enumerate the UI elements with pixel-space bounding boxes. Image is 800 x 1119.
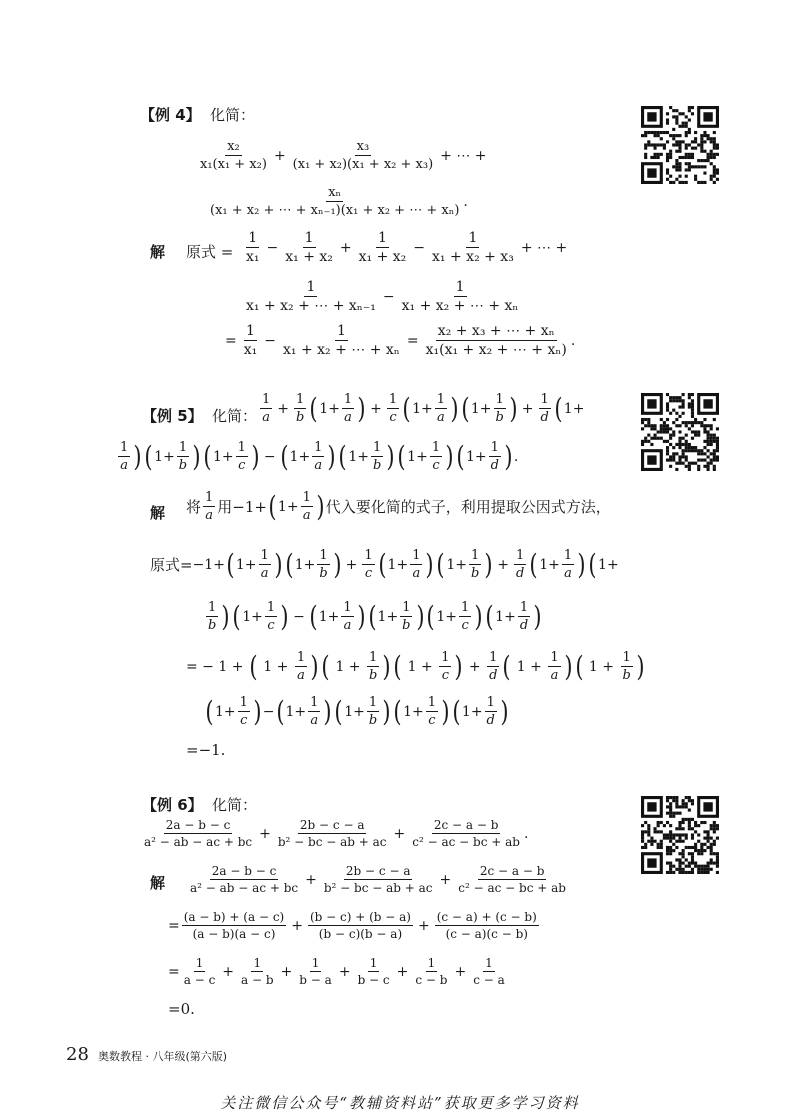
fraction: $\frac{\text{x₂ + x₃ + ⋯ + xₙ}}{\text{x₁(x₁ + x₂ + ⋯ + xₙ)}}$ xyxy=(425,323,567,358)
example-6-problem: $\frac{2a - b - c}{\text{a² − ab − ac + bc}}$ + $\frac{2b - c - a}{\text{b² − bc − ab + ac}}$ + $\frac{2c - a - b}{\text{c² − ac − bc + ab}}$ . xyxy=(144,818,529,849)
fraction: $\frac{1}{\text{x₁ + x₂ + x₃}}$ xyxy=(432,230,514,265)
page-footer xyxy=(66,1044,227,1065)
example-5-final: =−1. xyxy=(186,741,226,759)
example-5-solution-line4: ( 1+ $\frac{1}{c}$ ) − ( 1+ $\frac{1}{a}$ ) ( 1+ $\frac{1}{b}$ ) ( 1+ $\frac{1}{c}$ ) ( 1+ $\frac{1}{d}$ ) xyxy=(205,694,509,728)
example-5-problem-line2: $\frac{1}{a}$ ) ( 1+ $\frac{1}{b}$ ) ( 1+ $\frac{1}{c}$ ) − ( 1+ $\frac{1}{a}$ ) ( 1+ $\frac{1}{b}$ ) ( 1+ $\frac{1}{c}$ ) ( 1+ $\frac{1}{d}$ ) . xyxy=(120,439,519,473)
example-5-solution-label: 解 xyxy=(150,504,166,522)
example-4-solution-line2: $\frac{1}{\text{x₁ + x₂ + ⋯ + xₙ₋₁}}$ − $\frac{1}{\text{x₁ + x₂ + ⋯ + xₙ}}$ xyxy=(246,279,519,314)
fraction: $\frac{\text{xₙ}}{\text{(x₁ + x₂ + ⋯ + xₙ₋₁)(x₁ + x₂ + ⋯ + xₙ)}}$ xyxy=(210,185,460,218)
qr-code-example-6 xyxy=(641,796,719,874)
fraction: $\frac{1}{\text{x₁}}$ xyxy=(243,323,258,358)
fraction: $\frac{\text{x₃}}{\text{(x₁ + x₂)(x₁ + x₂ + x₃)}}$ xyxy=(292,139,434,172)
fraction: $\frac{1}{\text{x₁ + x₂ + ⋯ + xₙ}}$ xyxy=(401,279,519,314)
fraction: $\frac{1}{b}$ xyxy=(296,392,305,425)
example-4-label: 【例 4】 xyxy=(140,106,201,124)
page-number: 28 xyxy=(66,1044,89,1065)
example-6-final: =0. xyxy=(168,1000,195,1018)
example-5-problem-line1: $\frac{1}{a}$ + $\frac{1}{b}$ ( 1+ $\frac{1}{a}$ ) + $\frac{1}{c}$ ( 1+ $\frac{1}{a}$ ) ( 1+ $\frac{1}{b}$ ) + $\frac{1}{d}$ ( 1+ xyxy=(262,391,585,425)
fraction: $\frac{1}{\text{x₁ + x₂}}$ xyxy=(285,230,333,265)
example-4-task: 化简： xyxy=(210,106,256,124)
fraction: $\frac{1}{\text{x₁ + x₂}}$ xyxy=(358,230,407,265)
example-6-task: 化简： xyxy=(212,796,258,814)
example-6-solution-line3: = $\frac{1}{a - c}$ + $\frac{1}{a - b}$ + $\frac{1}{b - a}$ + $\frac{1}{b - c}$ + $\frac{1}{c - b}$ + $\frac{1}{c - a}$ xyxy=(168,956,505,987)
example-5-solution-line1: 原式= −1+ ( 1+ $\frac{1}{a}$ ) ( 1+ $\frac{1}{b}$ ) + $\frac{1}{c}$ ( 1+ $\frac{1}{a}$ ) ( 1+ $\frac{1}{b}$ ) + $\frac{1}{d}$ ( 1+ $\frac{1}{a}$ ) ( 1+ xyxy=(150,547,619,581)
book-title: 奥数教程 · 八年级(第六版) xyxy=(98,1050,228,1063)
example-5-solution-text: 将 $\frac{1}{a}$ 用−1+ ( 1+ $\frac{1}{a}$ ) 代入要化简的式子，利用提取公因式方法， xyxy=(186,489,611,523)
example-5-label: 【例 5】 xyxy=(142,407,203,425)
example-5-task: 化简： xyxy=(212,407,258,425)
example-4-solution-line3: = $\frac{1}{\text{x₁}}$ − $\frac{1}{\text{x₁ + x₂ + ⋯ + xₙ}}$ = $\frac{\text{x₂ + x₃ + ⋯ + xₙ}}{\text{x₁(x₁ + x₂ + ⋯ + xₙ)}}$ . xyxy=(225,323,576,358)
fraction: $\frac{1}{\text{x₁ + x₂ + ⋯ + xₙ₋₁}}$ xyxy=(246,279,376,314)
watermark-text: 关注微信公众号“教辅资料站”获取更多学习资料 xyxy=(220,1094,580,1112)
fraction: $\frac{1}{\text{x₁ + x₂ + ⋯ + xₙ}}$ xyxy=(282,323,400,358)
example-6-solution-line2: = $\frac{(a - b) + (a - c)}{(a - b)(a - c)}$ + $\frac{(b - c) + (b - a)}{(b - c)(b - a)}$ + $\frac{(c - a) + (c - b)}{(c - a)(c - b)}$ xyxy=(168,910,537,941)
example-4-solution-line1: $\frac{1}{\text{x₁}}$ − $\frac{1}{\text{x₁ + x₂}}$ + $\frac{1}{\text{x₁ + x₂}}$ − $\frac{1}{\text{x₁ + x₂ + x₃}}$ + ⋯ + xyxy=(246,230,568,265)
example-5-solution-line3: = − 1 + ( 1 + $\frac{1}{a}$ ) ( 1 + $\frac{1}{b}$ ) ( 1 + $\frac{1}{c}$ ) + $\frac{1}{d}$ ( 1 + $\frac{1}{a}$ ) ( 1 + $\frac{1}{b}$ ) xyxy=(186,649,645,683)
qr-code-example-4 xyxy=(641,106,719,184)
qr-code-example-5 xyxy=(641,393,719,471)
example-4-problem-line2: $\frac{\text{xₙ}}{\text{(x₁ + x₂ + ⋯ + xₙ₋₁)(x₁ + x₂ + ⋯ + xₙ)}}$ . xyxy=(210,185,468,218)
fraction: $\frac{1}{\text{x₁}}$ xyxy=(246,230,260,265)
fraction: $\frac{1}{a}$ xyxy=(262,392,271,425)
example-5-solution-line2: $\frac{1}{b}$ ) ( 1+ $\frac{1}{c}$ ) − ( 1+ $\frac{1}{a}$ ) ( 1+ $\frac{1}{b}$ ) ( 1+ $\frac{1}{c}$ ) ( 1+ $\frac{1}{d}$ ) xyxy=(208,599,542,633)
example-4-solution-label: 解 xyxy=(150,243,166,261)
example-6-solution-line1: $\frac{2a - b - c}{\text{a² − ab − ac + bc}}$ + $\frac{2b - c - a}{\text{b² − bc − ab + ac}}$ + $\frac{2c - a - b}{\text{c² − ac − bc + ab}}$ xyxy=(190,864,566,895)
example-4-problem-line1: $\frac{\text{x₂}}{\text{x₁(x₁ + x₂)}}$ + $\frac{\text{x₃}}{\text{(x₁ + x₂)(x₁ + x₂ + x₃)}}$ + ⋯ + xyxy=(200,139,487,172)
example-6-solution-label: 解 xyxy=(150,874,166,892)
example-4-solution-intro: 原式 = xyxy=(186,243,234,261)
example-6-label: 【例 6】 xyxy=(142,796,203,814)
fraction: $\frac{\text{x₂}}{\text{x₁(x₁ + x₂)}}$ xyxy=(200,139,267,172)
